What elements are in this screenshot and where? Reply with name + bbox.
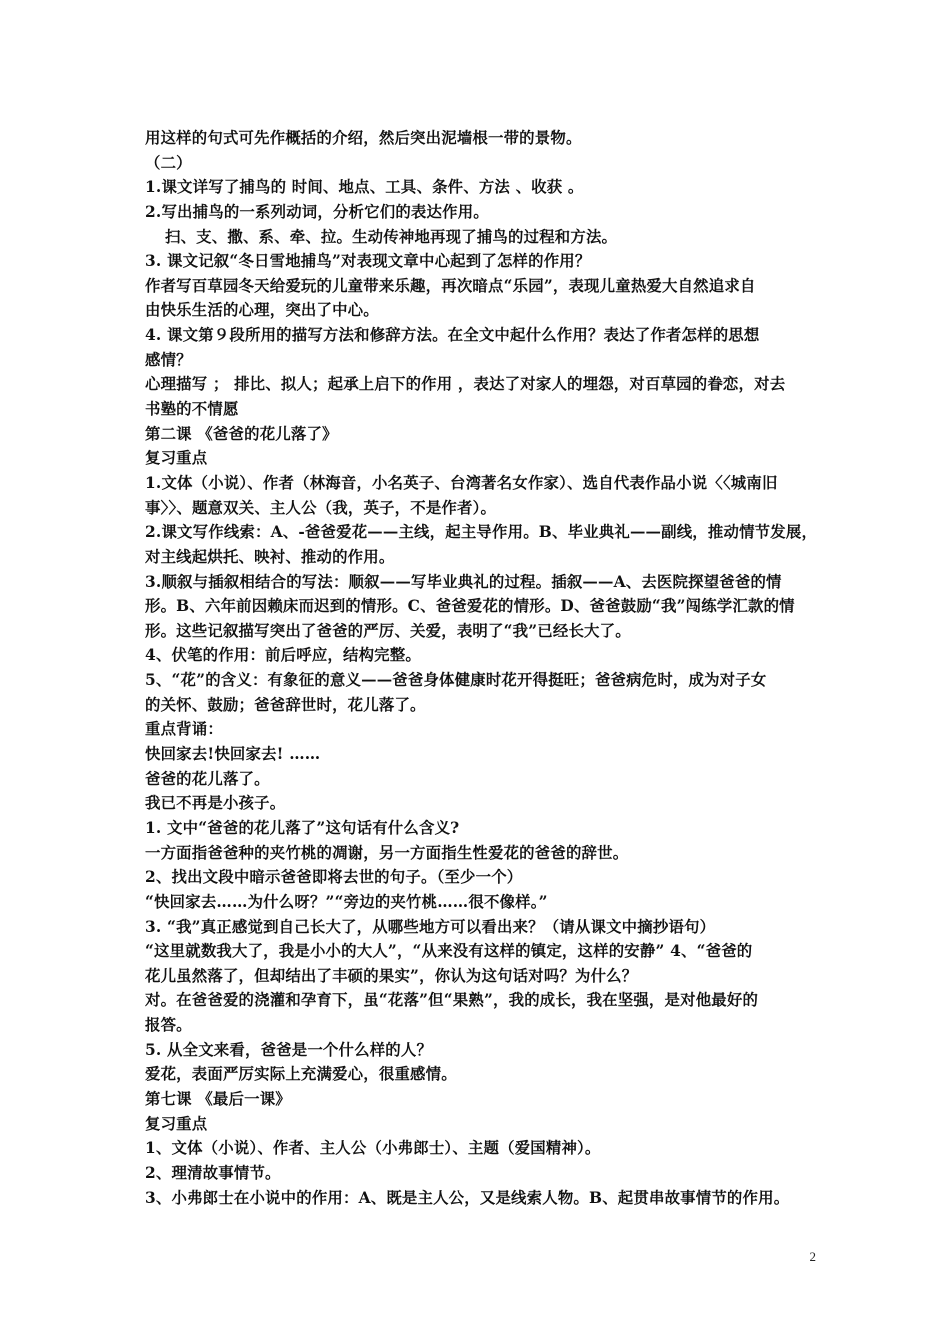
text-line: 爸爸的花儿落了。 — [145, 769, 270, 788]
text-line: 一方面指爸爸种的夹竹桃的凋谢，另一方面指生性爱花的爸爸的辞世。 — [145, 843, 629, 862]
text-line: 3. 课文记叙“冬日雪地捕鸟”对表现文章中心起到了怎样的作用？ — [145, 252, 591, 271]
text-line: 心理描写 ； 排比、拟人；起承上启下的作用 ，表达了对家人的埋怨，对百草园的眷恋，对去 — [145, 375, 786, 394]
text-line: 2、理清故事情节。 — [145, 1163, 281, 1182]
text-line: 对主线起烘托、映衬、推动的作用。 — [145, 547, 395, 566]
text-line: 我已不再是小孩子。 — [145, 794, 286, 813]
text-line: 花儿虽然落了，但却结出了丰硕的果实”，你认为这句话对吗？为什么？ — [145, 966, 638, 985]
text-line: 第七课 《最后一课》 — [145, 1089, 291, 1108]
text-line: 重点背诵： — [145, 720, 223, 739]
text-line: 1.课文详写了捕鸟的 时间、地点、工具、条件、方法 、收获 。 — [145, 178, 584, 197]
text-line: 1、文体（小说）、作者、主人公（小弗郎士）、主题（爱国精神）。 — [145, 1139, 601, 1158]
text-line: 用这样的句式可先作概括的介绍，然后突出泥墙根一带的景物。 — [145, 129, 582, 147]
text-line: 形。B、六年前因赖床而迟到的情形。C、爸爸爱花的情形。D、爸爸鼓励“我”闯练学汇款的情 — [145, 597, 795, 616]
text-line: 复习重点 — [145, 1114, 208, 1133]
text-line: 2、找出文段中暗示爸爸即将去世的句子。（至少一个） — [145, 868, 523, 887]
text-line: 3. “我”真正感觉到自己长大了，从哪些地方可以看出来？（请从课文中摘抄语句） — [145, 917, 716, 936]
text-line: 感情？ — [145, 350, 192, 369]
text-line: 由快乐生活的心理，突出了中心。 — [145, 301, 379, 320]
text-line: 书塾的不情愿 — [145, 400, 239, 419]
text-line: 5、“花”的含义：有象征的意义——爸爸身体健康时花开得挺旺；爸爸病危时，成为对子女 — [145, 671, 767, 690]
text-line: 3、小弗郎士在小说中的作用：A、既是主人公，又是线索人物。B、起贯串故事情节的作用。 — [145, 1188, 790, 1207]
text-line: 作者写百草园冬天给爱玩的儿童带来乐趣，再次暗点“乐园”，表现儿童热爱大自然追求自 — [145, 276, 756, 295]
text-line: 报答。 — [145, 1016, 192, 1035]
text-line: 2.写出捕鸟的一系列动词，分析它们的表达作用。 — [145, 202, 489, 221]
text-line: 复习重点 — [145, 449, 208, 468]
text-line: 快回家去!快回家去! …… — [145, 745, 321, 764]
text-line: 扫、支、撒、系、牵、拉。生动传神地再现了捕鸟的过程和方法。 — [165, 227, 618, 246]
text-line: 1. 文中“爸爸的花儿落了”这句话有什么含义? — [145, 818, 460, 837]
document-body — [145, 126, 818, 1210]
text-line: “这里就数我大了，我是小小的大人”，“从来没有这样的镇定，这样的安静” 4、“爸爸的 — [145, 942, 753, 961]
text-line: 的关怀、鼓励；爸爸辞世时，花儿落了。 — [145, 695, 426, 714]
text-line: 事〉〉、题意双关、主人公（我，英子，不是作者）。 — [145, 498, 497, 517]
text-line: “快回家去……为什么呀？”“旁边的夹竹桃……很不像样。” — [145, 892, 548, 911]
page-number: 2 — [809, 1249, 816, 1264]
text-line: 4. 课文第９段所用的描写方法和修辞方法。在全文中起什么作用？表达了作者怎样的思想 — [145, 326, 760, 345]
text-line: 5. 从全文来看，爸爸是一个什么样的人？ — [145, 1040, 433, 1059]
text-line: 2.课文写作线索：A、-爸爸爱花——主线，起主导作用。B、毕业典礼——副线，推动情节发展， — [145, 523, 818, 542]
text-line: 对。在爸爸爱的浇灌和孕育下，虽“花落”但“果熟”，我的成长，我在坚强，是对他最好的 — [145, 991, 759, 1010]
text-line: 爱花，表面严厉实际上充满爱心，很重感情。 — [145, 1065, 457, 1084]
text-line: （二） — [145, 153, 192, 172]
text-line: 1.文体（小说）、作者（林海音，小名英子、台湾著名女作家）、选自代表作品小说〈〈城南旧 — [145, 473, 778, 492]
text-line: 3.顺叙与插叙相结合的写法：顺叙——写毕业典礼的过程。插叙——A、去医院探望爸爸的情 — [145, 572, 782, 591]
text-line: 形。这些记叙描写突出了爸爸的严厉、关爱，表明了“我”已经长大了。 — [145, 621, 631, 640]
text-line: 第二课 《爸爸的花儿落了》 — [145, 424, 338, 443]
text-line: 4、伏笔的作用：前后呼应，结构完整。 — [145, 646, 421, 665]
